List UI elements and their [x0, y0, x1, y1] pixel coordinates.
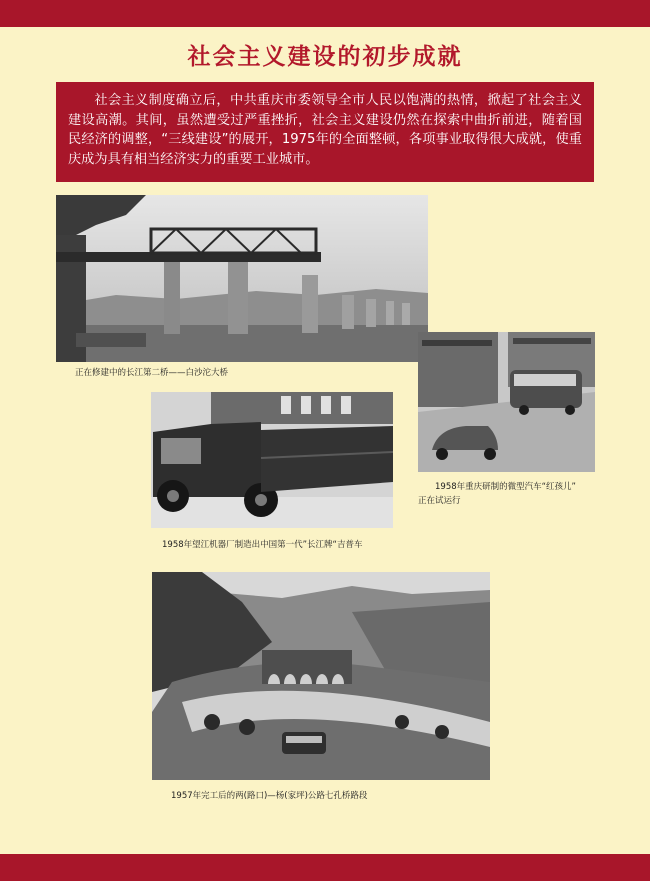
top-banner [0, 0, 650, 27]
bridge-caption: 正在修建中的长江第二桥——白沙沱大桥 [75, 368, 229, 378]
page-title: 社会主义建设的初步成就 [187, 43, 463, 70]
intro-text-box [56, 82, 594, 182]
microcar-caption-line1: 1958年重庆研制的微型汽车“红孩儿” [435, 482, 576, 492]
bridge-photo [56, 195, 428, 362]
microcar-caption-line2: 正在试运行 [418, 496, 461, 506]
road-photo [152, 572, 490, 780]
road-caption: 1957年完工后的两(路口)—杨(家坪)公路七孔桥路段 [171, 791, 368, 801]
bottom-banner [0, 854, 650, 881]
jeeps-caption: 1958年望江机器厂制造出中国第一代”长江牌“吉普车 [162, 540, 363, 550]
microcar-photo [418, 332, 595, 472]
intro-paragraph: 社会主义制度确立后，中共重庆市委领导全市人民以饱满的热情，掀起了社会主义建设高潮。其间，虽然遭受过严重挫折，社会主义建设仍然在探索中曲折前进，随着国民经济的调整，“三线建设”的展开，1975年的全面整顿，各项事业取得很大成就，使重庆成为具有相当经济实力的重要工业城市。 [68, 93, 582, 167]
jeeps-photo [151, 392, 393, 528]
